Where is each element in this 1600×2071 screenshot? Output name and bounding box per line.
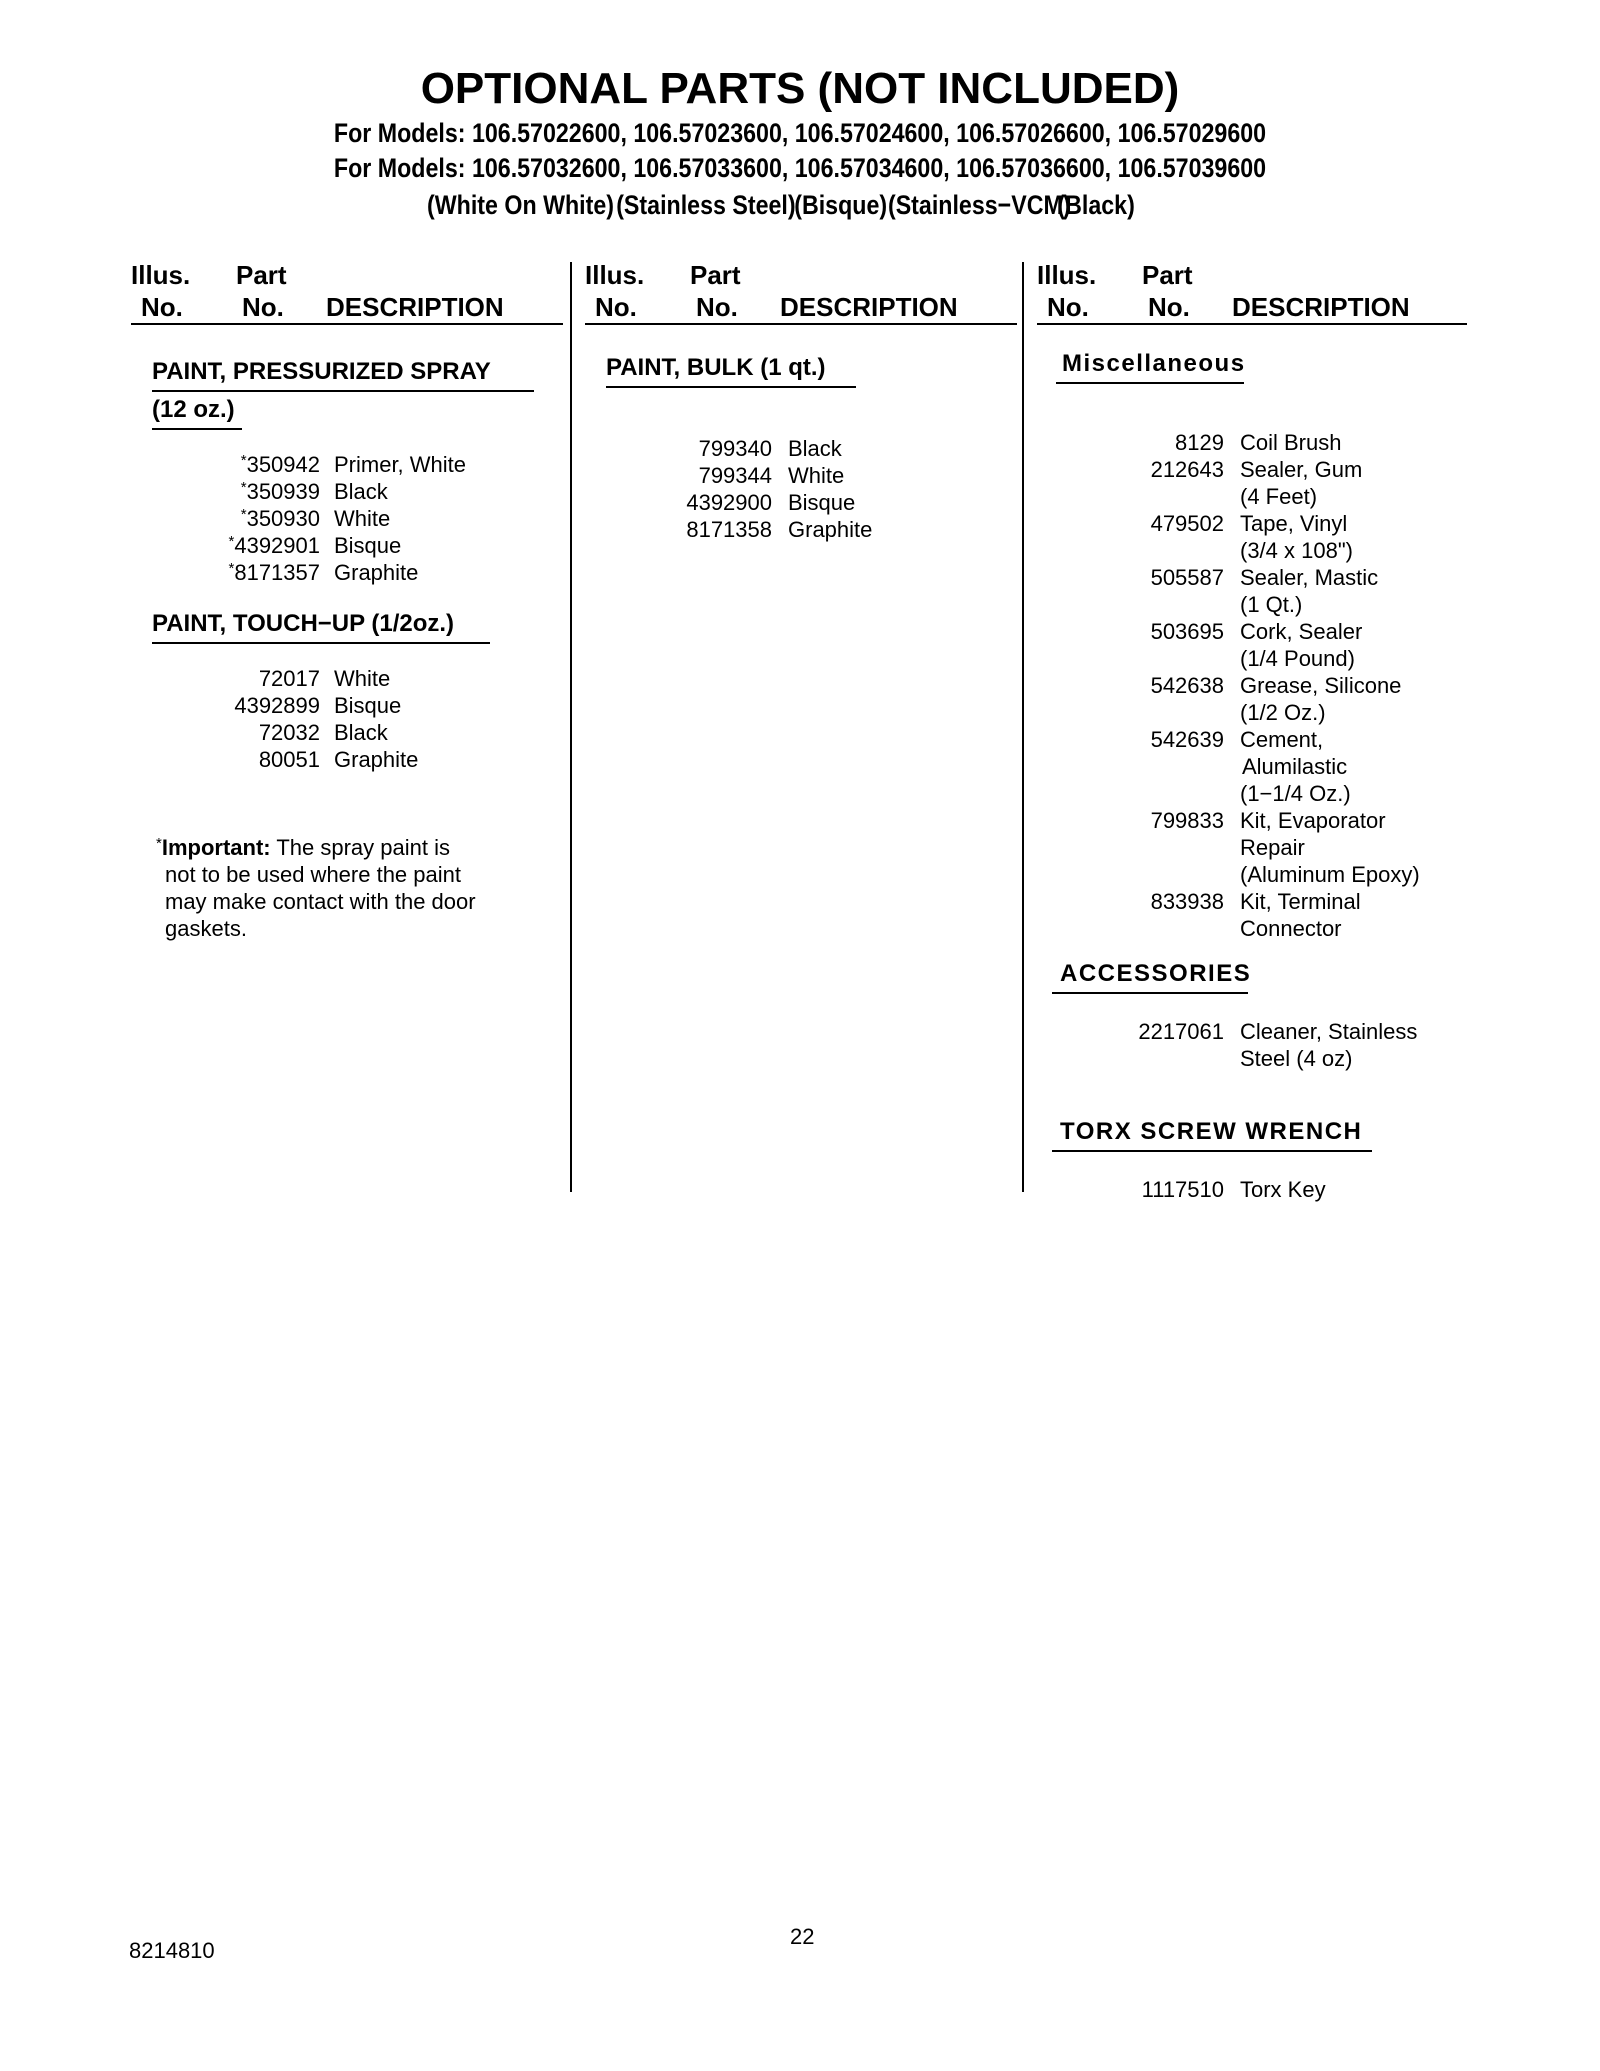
header-rule xyxy=(1037,323,1467,325)
part-description: Black xyxy=(788,436,842,461)
part-description: Grease, Silicone xyxy=(1240,673,1402,698)
part-number: 542639 xyxy=(1150,727,1224,752)
part-description-continued: (3/4 x 108") xyxy=(1240,538,1353,563)
finish-white-on-white: (White On White) xyxy=(427,190,615,220)
part-description-continued: Steel (4 oz) xyxy=(1240,1046,1353,1071)
header-description: DESCRIPTION xyxy=(780,292,958,322)
part-number: 72017 xyxy=(258,666,320,691)
finish-black: (Black) xyxy=(1057,190,1135,220)
part-description: Coil Brush xyxy=(1240,430,1342,455)
list-item xyxy=(600,565,1600,592)
part-number: 799344 xyxy=(698,463,772,488)
section-heading: TORX SCREW WRENCH xyxy=(1060,1118,1363,1145)
models-line-1: For Models: 106.57022600, 106.57023600, 106.57024600, 106.57026600, 106.57029600 xyxy=(333,118,1267,148)
section-underline xyxy=(1052,1150,1372,1152)
part-description-continued: (1/2 Oz.) xyxy=(1240,700,1326,725)
header-illus-no: No. xyxy=(141,292,183,322)
note-label: Important: xyxy=(161,835,271,860)
part-number: 72032 xyxy=(258,720,320,745)
part-number: *350942 xyxy=(240,452,320,477)
part-number: 1117510 xyxy=(1141,1177,1224,1202)
header-illus-no: No. xyxy=(595,292,637,322)
part-description: Graphite xyxy=(334,747,419,772)
section-underline xyxy=(1056,382,1244,384)
part-number: *350930 xyxy=(240,506,320,531)
part-number: 833938 xyxy=(1150,889,1224,914)
list-item xyxy=(600,889,1600,916)
part-number: *350939 xyxy=(240,479,320,504)
part-description-continued: (1 Qt.) xyxy=(1240,592,1303,617)
part-number: 2217061 xyxy=(1138,1019,1224,1044)
part-number: 212643 xyxy=(1150,457,1224,482)
header-part-no: No. xyxy=(242,292,284,322)
header-description: DESCRIPTION xyxy=(1232,292,1410,322)
part-description: Kit, Evaporator xyxy=(1240,808,1386,833)
header-illus-no: No. xyxy=(1047,292,1089,322)
part-description: Tape, Vinyl xyxy=(1240,511,1348,536)
part-description: Torx Key xyxy=(1240,1177,1326,1202)
header-part-no: No. xyxy=(1148,292,1190,322)
header-rule xyxy=(585,323,1017,325)
list-item xyxy=(600,1019,1600,1046)
part-description-continued: Repair xyxy=(1240,835,1305,860)
note-text: gaskets. xyxy=(165,916,247,941)
part-number: *8171357 xyxy=(228,560,320,585)
list-item xyxy=(600,511,1600,538)
section-underline xyxy=(1052,992,1248,994)
section-heading: PAINT, TOUCH−UP (1/2oz.) xyxy=(152,610,455,637)
part-description: Cleaner, Stainless xyxy=(1240,1019,1418,1044)
page-title: OPTIONAL PARTS (NOT INCLUDED) xyxy=(420,64,1180,113)
part-description-continued: (4 Feet) xyxy=(1240,484,1318,509)
list-item xyxy=(600,457,1600,484)
list-item xyxy=(600,808,1600,835)
note-text: may make contact with the door xyxy=(165,889,476,914)
list-item xyxy=(600,430,1600,457)
part-number: 799833 xyxy=(1150,808,1224,833)
section-underline xyxy=(152,642,490,644)
section-underline xyxy=(152,390,534,392)
page-number: 22 xyxy=(790,1924,815,1949)
part-number: 4392900 xyxy=(686,490,772,515)
part-description-continued: Connector xyxy=(1240,916,1342,941)
part-description-continued: (1−1/4 Oz.) xyxy=(1240,781,1351,806)
part-number: 4392899 xyxy=(234,693,320,718)
header-part-no: No. xyxy=(696,292,738,322)
part-number: *4392901 xyxy=(228,533,320,558)
part-description: Kit, Terminal xyxy=(1240,889,1361,914)
part-number: 799340 xyxy=(698,436,772,461)
header-description: DESCRIPTION xyxy=(326,292,504,322)
note-text: not to be used where the paint xyxy=(165,862,461,887)
list-item xyxy=(600,619,1600,646)
part-description: Sealer, Gum xyxy=(1240,457,1363,482)
part-description: Cement, xyxy=(1240,727,1324,752)
section-heading-size: (12 oz.) xyxy=(152,396,235,423)
part-description: White xyxy=(334,666,391,691)
part-description: Black xyxy=(334,720,388,745)
header-rule xyxy=(131,323,563,325)
part-description: Bisque xyxy=(334,693,402,718)
part-number: 8129 xyxy=(1175,430,1224,455)
part-description-continued: (Aluminum Epoxy) xyxy=(1240,862,1420,887)
part-description: Primer, White xyxy=(334,452,467,477)
note-text: The spray paint is xyxy=(270,835,450,860)
header-illus: Illus. xyxy=(1037,260,1097,290)
document-number: 8214810 xyxy=(129,1938,215,1963)
section-underline xyxy=(152,428,242,430)
part-description: Cork, Sealer xyxy=(1240,619,1363,644)
part-description: Bisque xyxy=(788,490,856,515)
header-illus: Illus. xyxy=(585,260,645,290)
section-heading: Miscellaneous xyxy=(1062,350,1246,377)
finish-stainless-steel: (Stainless Steel) xyxy=(616,190,796,220)
header-part: Part xyxy=(236,260,287,290)
part-description-continued: Alumilastic xyxy=(1242,754,1348,779)
list-item xyxy=(600,1177,1600,1204)
note-asterisk: * xyxy=(156,835,162,852)
header-part: Part xyxy=(1142,260,1193,290)
part-number: 505587 xyxy=(1150,565,1224,590)
section-heading: PAINT, PRESSURIZED SPRAY xyxy=(152,358,491,385)
part-description: Graphite xyxy=(334,560,419,585)
part-description: Bisque xyxy=(334,533,402,558)
part-number: 503695 xyxy=(1150,619,1224,644)
part-number: 479502 xyxy=(1150,511,1224,536)
part-number: 542638 xyxy=(1150,673,1224,698)
finish-bisque: (Bisque) xyxy=(794,190,888,220)
part-number: 80051 xyxy=(258,747,320,772)
part-description: Sealer, Mastic xyxy=(1240,565,1379,590)
models-line-2: For Models: 106.57032600, 106.57033600, 106.57034600, 106.57036600, 106.57039600 xyxy=(333,153,1267,183)
section-underline xyxy=(606,386,856,388)
header-illus: Illus. xyxy=(131,260,191,290)
important-note xyxy=(156,830,556,942)
part-description: White xyxy=(334,506,391,531)
section-heading: PAINT, BULK (1 qt.) xyxy=(606,354,826,381)
finish-stainless-vcm: (Stainless−VCM) xyxy=(887,190,1071,220)
part-description: Black xyxy=(334,479,388,504)
part-description: White xyxy=(788,463,845,488)
header-part: Part xyxy=(690,260,741,290)
list-item xyxy=(600,673,1600,700)
part-description-continued: (1/4 Pound) xyxy=(1240,646,1355,671)
part-description: Graphite xyxy=(788,517,873,542)
section-heading: ACCESSORIES xyxy=(1060,960,1252,987)
list-item xyxy=(600,727,1600,754)
part-number: 8171358 xyxy=(686,517,772,542)
